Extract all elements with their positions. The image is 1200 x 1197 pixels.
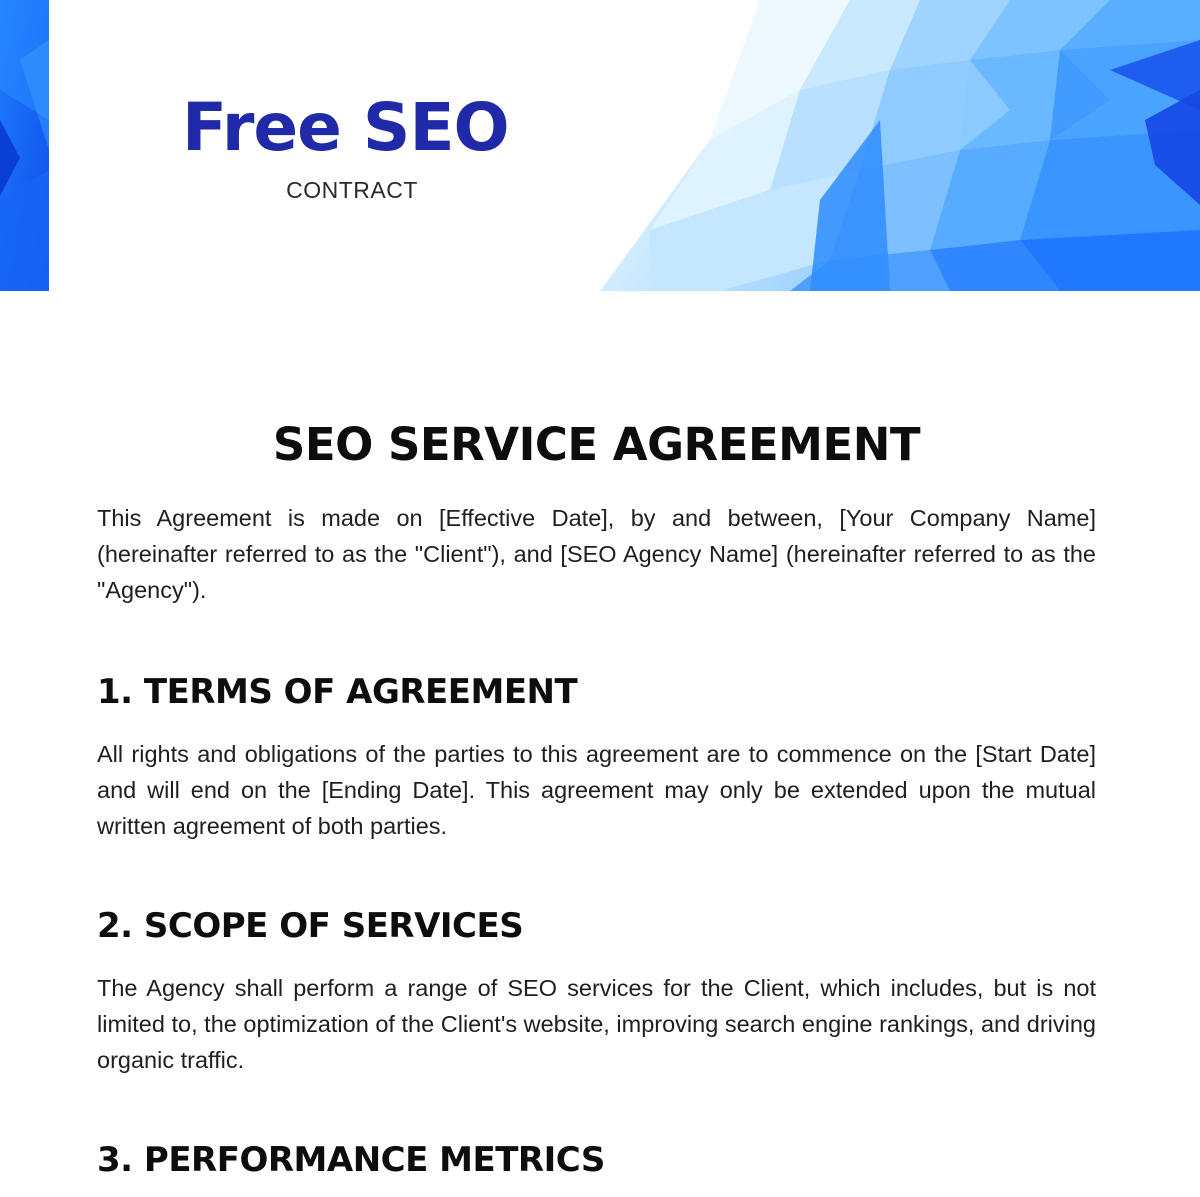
polygon-art-graphic <box>590 0 1200 291</box>
intro-paragraph: This Agreement is made on [Effective Date], by and between, [Your Company Name] (hereinafter referred to as the "Client"), and [SEO Agency Name] (hereinafter referred to as the "Agency"). <box>97 505 1096 603</box>
left-decorative-strip <box>0 0 49 291</box>
document-body <box>97 410 1096 1182</box>
header-banner <box>0 0 1200 291</box>
banner-title: Free SEO <box>182 89 509 166</box>
document-title: SEO SERVICE AGREEMENT <box>272 418 921 471</box>
section-heading-terms: 1. TERMS OF AGREEMENT <box>97 672 578 712</box>
section-body-scope: The Agency shall perform a range of SEO services for the Client, which includes, but is not limited to, the optimization of the Client's website, improving search engine rankings, and driving organic traffic. <box>97 975 1096 1073</box>
section-body-terms: All rights and obligations of the parties to this agreement are to commence on the [Start Date] and will end on the [Ending Date]. This agreement may only be extended upon the mutual written agreement of both parties. <box>97 741 1096 839</box>
section-heading-scope: 2. SCOPE OF SERVICES <box>97 906 524 946</box>
banner-subtitle: CONTRACT <box>286 177 418 203</box>
section-heading-performance: 3. PERFORMANCE METRICS <box>97 1140 605 1180</box>
